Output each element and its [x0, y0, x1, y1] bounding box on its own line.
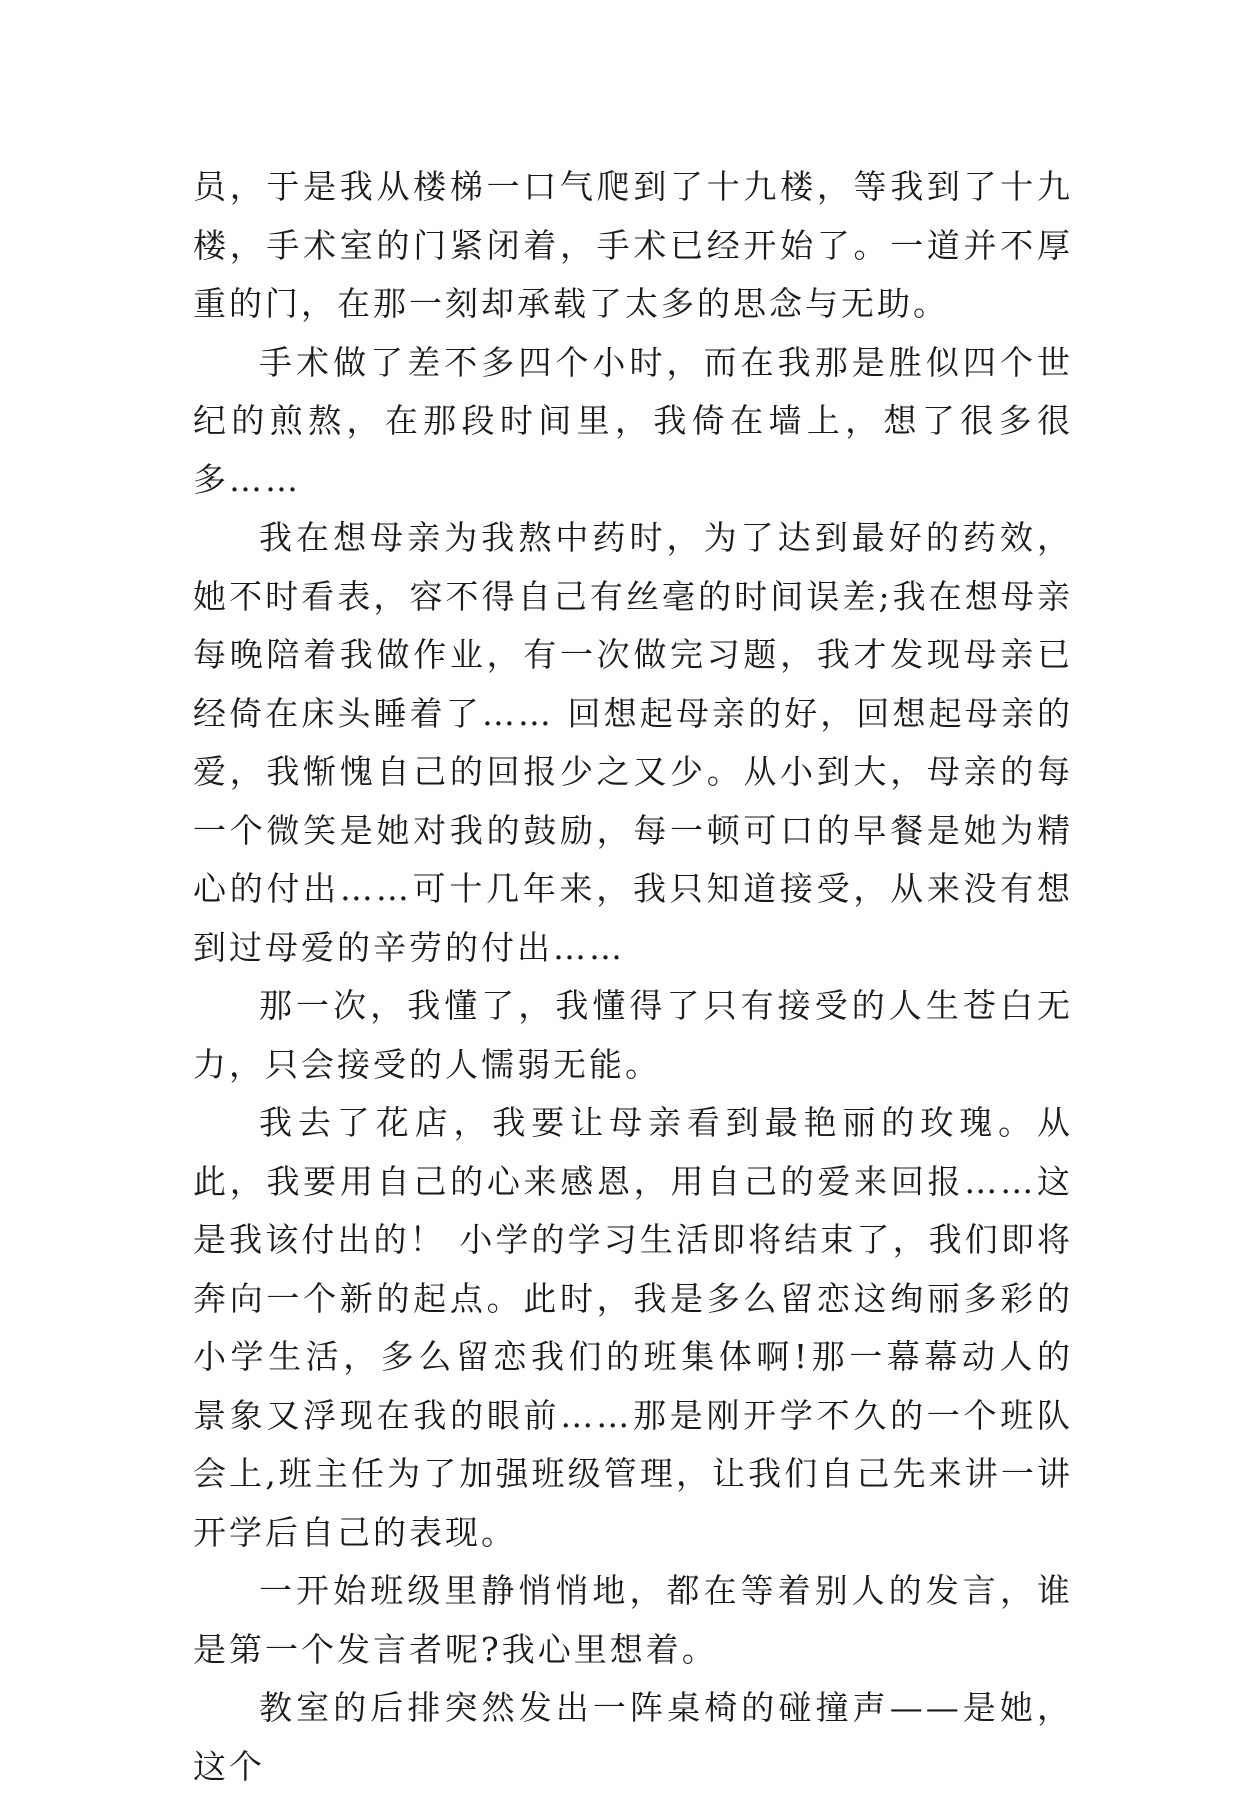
- document-body: [193, 158, 1073, 1796]
- paragraph-mother-memories: 我在想母亲为我熬中药时，为了达到最好的药效，她不时看表，容不得自己有丝毫的时间误差;我在想母亲每晚陪着我做作业，有一次做完习题，我才发现母亲已经倚在床头睡着了…… 回想起母亲的好，回想起母亲的爱，我惭愧自己的回报少之又少。从小到大，母亲的每一个微笑是她对我的鼓励，每一顿可口的早餐是她为精心的付出……可十几年来，我只知道接受，从来没有想到过母爱的辛劳的付出……: [193, 518, 1073, 967]
- paragraph-surgery-hours: 手术做了差不多四个小时，而在我那是胜似四个世纪的煎熬，在那段时间里，我倚在墙上，想了很多很多……: [193, 342, 1073, 499]
- paragraph-continuation: 员，于是我从楼梯一口气爬到了十九楼，等我到了十九楼，手术室的门紧闭着，手术已经开始了。一道并不厚重的门，在那一刻却承载了太多的思念与无助。: [193, 167, 1073, 323]
- paragraph-class-silence: 一开始班级里静悄悄地，都在等着别人的发言，谁是第一个发言者呢?我心里想着。: [193, 1571, 1073, 1669]
- paragraph-back-row: 教室的后排突然发出一阵桌椅的碰撞声——是她，这个: [193, 1688, 1073, 1786]
- paragraph-flower-shop: 我去了花店，我要让母亲看到最艳丽的玫瑰。从此，我要用自己的心来感恩，用自己的爱来回报……这是我该付出的！ 小学的学习生活即将结束了，我们即将奔向一个新的起点。此时，我是多么留恋这绚丽多彩的小学生活，多么留恋我们的班集体啊!那一幕幕动人的景象又浮现在我的眼前……那是刚开学不久的一个班队会上,班主任为了加强班级管理，让我们自己先来讲一讲开学后自己的表现。: [193, 1103, 1073, 1552]
- paragraph-realization: 那一次，我懂了，我懂得了只有接受的人生苍白无力，只会接受的人懦弱无能。: [193, 986, 1073, 1084]
